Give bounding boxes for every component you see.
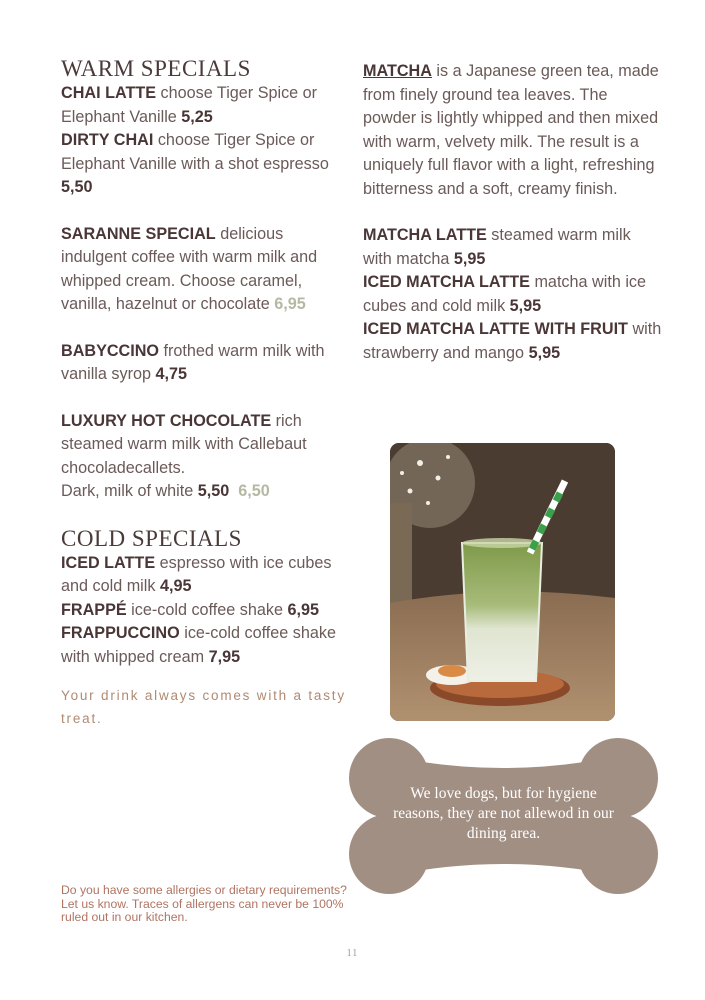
item-price: 5,50 xyxy=(197,482,230,500)
menu-item-frappe xyxy=(61,599,351,623)
menu-item-saranne-special xyxy=(61,223,351,317)
matcha-photo-illustration xyxy=(390,443,615,721)
menu-item-chai-latte xyxy=(61,82,351,129)
item-name: BABYCCINO xyxy=(61,341,160,360)
item-name: CHAI LATTE xyxy=(61,84,157,102)
item-price: 4,75 xyxy=(155,365,187,383)
item-price: 5,95 xyxy=(509,296,542,315)
item-desc: espresso with ice cubes and cold milk xyxy=(61,553,332,595)
item-price: 4,95 xyxy=(159,577,192,595)
item-desc: rich steamed warm milk with Callebaut chocoladecallets. xyxy=(61,411,307,477)
item-name: LUXURY HOT CHOCOLATE xyxy=(61,411,272,430)
item-name: ICED MATCHA LATTE xyxy=(363,273,530,291)
item-price: 5,50 xyxy=(61,178,93,196)
menu-item-babyccino xyxy=(61,340,351,387)
allergy-note: Do you have some allergies or dietary requirements? Let us know. Traces of allergens can never be 100% ruled out in our kitchen. xyxy=(61,883,347,925)
item-name: FRAPPUCCINO xyxy=(61,624,180,642)
item-price: 6,95 xyxy=(274,295,306,313)
menu-item-iced-latte xyxy=(61,552,351,599)
matcha-intro-text: is a Japanese green tea, made from finely ground tea leaves. The powder is lightly whipped and then mixed with warm, velvety milk. The result is a uniquely full flavor with a light, refreshing bitterness and a soft, creamy finish. xyxy=(363,62,659,198)
item-desc: delicious indulgent coffee with warm milk and whipped cream. Choose caramel, vanilla, hazelnut or chocolate xyxy=(61,224,318,313)
menu-item-frappuccino xyxy=(61,622,351,669)
page-number: 11 xyxy=(346,948,359,959)
item-desc: ice-cold coffee shake xyxy=(126,600,288,619)
matcha-intro xyxy=(363,60,663,201)
item-name: SARANNE SPECIAL xyxy=(61,224,216,243)
item-desc: choose Tiger Spice or Elephant Vanille xyxy=(61,84,318,126)
menu-item-iced-matcha-latte xyxy=(363,271,663,318)
warm-specials-heading: WARM SPECIALS xyxy=(61,56,251,81)
item-desc: matcha with ice cubes and cold milk xyxy=(363,273,647,315)
item-name: MATCHA LATTE xyxy=(363,226,487,244)
cold-specials-heading: COLD SPECIALS xyxy=(61,525,242,551)
treat-note: Your drink always comes with a tasty treat. xyxy=(61,688,346,726)
item-name: FRAPPÉ xyxy=(61,600,127,619)
item-price: 5,95 xyxy=(528,343,561,362)
right-column xyxy=(363,60,663,365)
dog-notice-text: We love dogs, but for hygiene reasons, they are not allewod in our dining area. xyxy=(393,785,614,842)
menu-item-hot-chocolate xyxy=(61,410,351,504)
item-desc: frothed warm milk with vanilla syrop xyxy=(61,341,325,383)
item-desc: choose Tiger Spice or Elephant Vanille with a shot espresso xyxy=(61,131,329,173)
item-price-alt: 6,50 xyxy=(238,482,270,500)
item-price: 6,95 xyxy=(287,600,319,619)
dog-notice-bone xyxy=(349,736,658,896)
left-column xyxy=(61,56,351,744)
item-name: ICED LATTE xyxy=(61,553,156,572)
matcha-photo xyxy=(390,443,615,721)
menu-item-dirty-chai xyxy=(61,129,351,200)
matcha-keyword: MATCHA xyxy=(363,62,432,80)
item-name: ICED MATCHA LATTE WITH FRUIT xyxy=(363,320,628,338)
item-desc: steamed warm milk with matcha xyxy=(363,226,631,268)
item-price: 5,95 xyxy=(453,249,486,268)
item-desc: ice-cold coffee shake with whipped cream xyxy=(61,624,336,666)
menu-item-iced-matcha-fruit xyxy=(363,318,663,365)
item-desc: with strawberry and mango xyxy=(363,320,662,362)
item-price: 7,95 xyxy=(208,647,241,666)
menu-item-matcha-latte xyxy=(363,224,663,271)
item-name: DIRTY CHAI xyxy=(61,131,154,149)
item-price: 5,25 xyxy=(181,107,213,126)
item-desc-line2: Dark, milk of white xyxy=(61,482,198,500)
